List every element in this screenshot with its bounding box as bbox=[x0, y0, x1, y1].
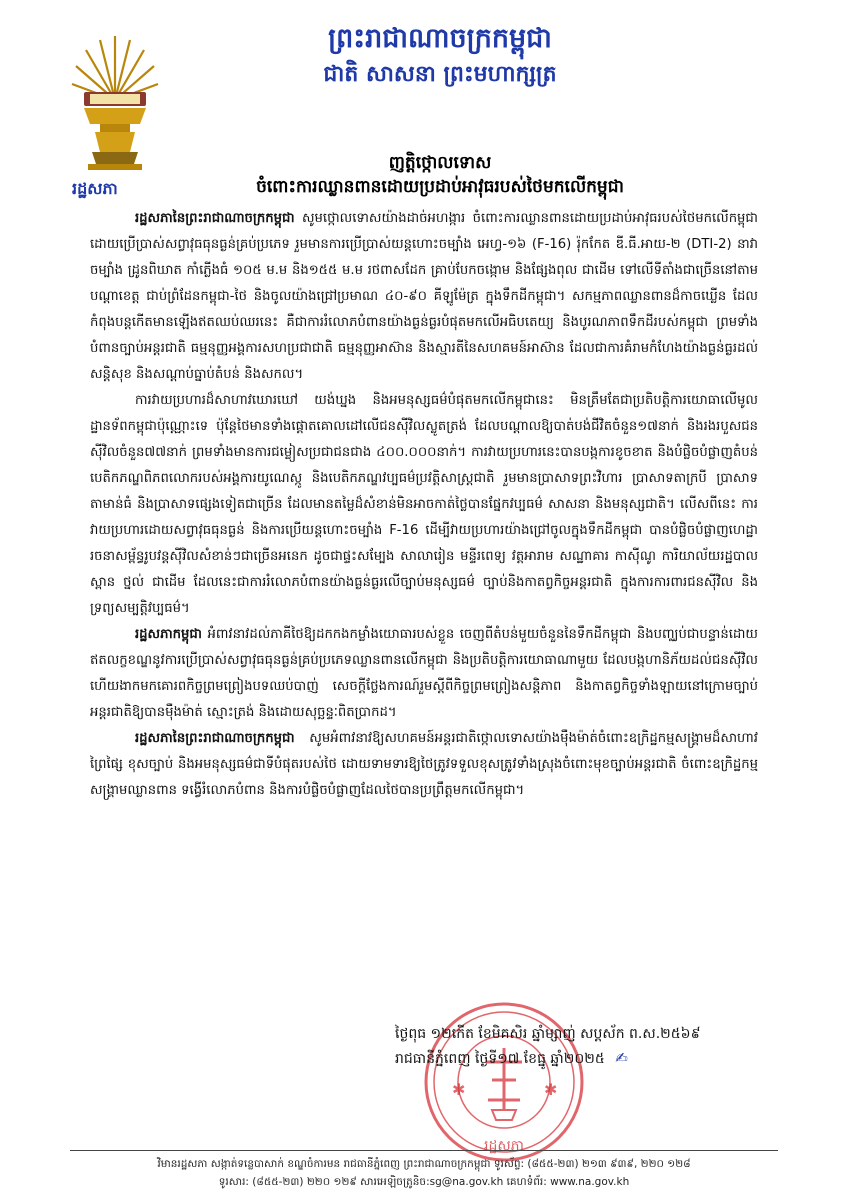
footer-divider bbox=[70, 1150, 778, 1151]
solar-date-line bbox=[395, 1046, 755, 1071]
stamp-label: រដ្ឋសភា bbox=[484, 1138, 524, 1154]
date-block bbox=[395, 1022, 755, 1071]
kingdom-title: ព្រះរាជាណាចក្រកម្ពុជា bbox=[328, 23, 552, 54]
emblem-label: រដ្ឋសភា bbox=[72, 179, 118, 198]
paragraph-2 bbox=[90, 388, 758, 622]
paragraph-3-lead: រដ្ឋសភាកម្ពុជា bbox=[135, 627, 202, 642]
paragraph-4-lead: រដ្ឋសភានៃព្រះរាជាណាចក្រកម្ពុជា bbox=[135, 731, 295, 746]
kingdom-motto: ជាតិ សាសនា ព្រះមហាក្សត្រ bbox=[323, 61, 557, 87]
footer-contact: ទូរសារ: (៨៥៥-២៣) ២២០ ១២៩ សារអេឡិចត្រូនិច:sg@na.gov.kh គេហទំព័រ: www.na.gov.kh bbox=[218, 1176, 630, 1188]
paragraph-1-text: សូមថ្កោលទោសយ៉ាងដាច់អហង្ការ ចំពោះការឈ្លានពានដោយប្រដាប់អាវុធរបស់ថៃមកលើកម្ពុជា ដោយប្រើប្រាស់សព្វាវុធធុនធ្ងន់គ្រប់ប្រភេទ រួមមានការប្រើប្រាស់យន្តហោះចម្បាំង អេហ្វ-១៦ (F-16) រ៉ុកកែត ឌី.ធី.អាយ-២ (DTI-2) នាវាចម្បាំង ដ្រូនពិឃាត កាំភ្លើងធំ ១០៥ ម.ម និង១៥៥ ម.ម រថពាសដែក គ្រាប់បែកចង្កោម និងផ្សែងពុល ជាដើម ទៅលើទីតាំងជាច្រើននៅតាមបណ្ដាខេត្ត ជាប់ព្រំដែនកម្ពុជា-ថៃ និងចូលយ៉ាងជ្រៅប្រមាណ ៤០-៩០ គីឡូម៉ែត្រ ក្នុងទឹកដីកម្ពុជា។ សកម្មភាពឈ្លានពានដ៏កាចឃ្លើន ដែលកំពុងបន្តកើតមានឡើងឥតឈប់ឈរនេះ គឺជាការរំលោភបំពានយ៉ាងធ្ងន់ធ្ងរបំផុតមកលើអធិបតេយ្យ និងបូរណភាពទឹកដីរបស់កម្ពុជា ព្រមទាំងបំពានច្បាប់អន្តរជាតិ ធម្មនុញ្ញអង្គការសហប្រជាជាតិ ធម្មនុញ្ញអាស៊ាន និងស្មារតីនៃសហគមន៍អាស៊ាន ដែលជាការគំរាមកំហែងយ៉ាងធ្ងន់ធ្ងរដល់សន្តិសុខ និងសណ្ដាប់ធ្នាប់តំបន់ និងសកល។ bbox=[90, 211, 758, 382]
signature-icon: ✍ bbox=[615, 1049, 628, 1067]
paragraph-3-text: អំពាវនាវដល់ភាគីថៃឱ្យដកកងកម្លាំងយោធារបស់ខ្លួន ចេញពីតំបន់មួយចំនួននៃទឹកដីកម្ពុជា និងបញ្ឈប់ជាបន្ទាន់ដោយឥតលក្ខខណ្ឌនូវការប្រើប្រាស់សព្វាវុធធុនធ្ងន់គ្រប់ប្រភេទឈ្លានពានលើកម្ពុជា និងប្រតិបត្តិការយោធាណាមួយ ដែលបង្កហានិភ័យដល់ជនស៊ីវិល ហើយងាកមកគោរពកិច្ចព្រមព្រៀងបទឈប់បាញ់ សេចក្ដីថ្លែងការណ៍រួមស្ដីពីកិច្ចព្រមព្រៀងសន្តិភាព និងកាតព្វកិច្ចទាំងឡាយនៅក្រោមច្បាប់អន្តរជាតិឱ្យបានម៉ឺងម៉ាត់ ស្មោះត្រង់ និងដោយសុច្ឆន្ទៈពិតប្រាកដ។ bbox=[90, 627, 758, 720]
paragraph-4 bbox=[90, 726, 758, 804]
statement-body bbox=[90, 206, 758, 804]
solar-date: រាជធានីភ្នំពេញ ថ្ងៃទី១៧ ខែធ្នូ ឆ្នាំ២០២៥ bbox=[395, 1051, 605, 1067]
paragraph-4-text: សូមអំពាវនាវឱ្យសហគមន៍អន្តរជាតិថ្កោលទោសយ៉ាងម៉ឺងម៉ាត់ចំពោះឧក្រិដ្ឋកម្មសង្គ្រាមដ៏សាហាវព្រៃផ្សៃ ខុសច្បាប់ និងអមនុស្សធម៌ជាទីបំផុតរបស់ថៃ ដោយទាមទារឱ្យថៃត្រូវទទួលខុសត្រូវទាំងស្រុងចំពោះមុខច្បាប់អន្តរជាតិ ចំពោះឧក្រិដ្ឋកម្មសង្គ្រាមឈ្លានពាន ទង្វើរំលោភបំពាន និងការបំផ្លិចបំផ្លាញដែលថៃបានប្រព្រឹត្តមកលើកម្ពុជា។ bbox=[90, 731, 758, 798]
paragraph-3 bbox=[90, 622, 758, 726]
paragraph-1-lead: រដ្ឋសភានៃព្រះរាជាណាចក្រកម្ពុជា bbox=[135, 211, 295, 226]
footer-address: វិមានរដ្ឋសភា សង្កាត់ទន្លេបាសាក់ ខណ្ឌចំការមន រាជធានីភ្នំពេញ ព្រះរាជាណាចក្រកម្ពុជា ទូរស័ព្ទ: (៨៥៥-២៣) ២១៣ ៩៣៩, ២២០ ១២៨ bbox=[157, 1158, 691, 1170]
paragraph-1 bbox=[90, 206, 758, 388]
lunar-date: ថ្ងៃពុធ ១២កើត ខែមិគសិរ ឆ្នាំម្សាញ់ សប្តស័ក ព.ស.២៥៦៩ bbox=[395, 1026, 701, 1042]
svg-text:✱: ✱ bbox=[452, 1080, 466, 1099]
paragraph-2-text: ការវាយប្រហារដ៏សាហាវឃោរឃៅ យង់ឃ្នង និងអមនុស្សធម៌បំផុតមកលើកម្ពុជានេះ មិនត្រឹមតែជាប្រតិបត្តិការយោធាលើមូលដ្ឋានទ័ពកម្ពុជាប៉ុណ្ណោះទេ ប៉ុន្តែថៃមានទាំងផ្ដោតគោលដៅលើជនស៊ីវិលស្លូតត្រង់ ដែលបណ្ដាលឱ្យបាត់បង់ជីវិតចំនួន១៧នាក់ និងរងរបួសជនស៊ីវិលចំនួន៧៧នាក់ ព្រមទាំងមានការជម្លៀសប្រជាជនជាង ៤០០.០០០នាក់។ ការវាយប្រហារនេះបានបង្កការខូចខាត និងបំផ្លិចបំផ្លាញតំបន់បេតិកភណ្ឌពិភពលោករបស់អង្គការយូណេស្កូ និងបេតិកភណ្ឌវប្បធម៌ប្រវត្តិសាស្ត្រជាតិ រួមមានប្រាសាទព្រះវិហារ ប្រាសាទតាក្របី ប្រាសាទតាមាន់ធំ និងប្រាសាទផ្សេងទៀតជាច្រើន ដែលមានតម្លៃដ៏សំខាន់មិនអាចកាត់ថ្លៃបានផ្នែកវប្បធម៌ សាសនា និងមនុស្សជាតិ។ លើសពីនេះ ការវាយប្រហារដោយសព្វាវុធធុនធ្ងន់ និងការប្រើយន្តហោះចម្បាំង F-16 ដើម្បីវាយប្រហារយ៉ាងជ្រៅចូលក្នុងទឹកដីកម្ពុជា បានបំផ្លិចបំផ្លាញហេដ្ឋារចនាសម្ព័ន្ធរូបវន្តស៊ីវិលសំខាន់ៗជាច្រើនអនេក ដូចជាផ្ទះសម្បែង សាលារៀន មន្ទីរពេទ្យ វត្តអារាម សណ្ឋាគារ កាស៊ីណូ ការិយាល័យរដ្ឋបាល ស្ពាន ថ្នល់ ជាដើម ដែលនេះជាការរំលោភបំពានយ៉ាងធ្ងន់ធ្ងរលើច្បាប់មនុស្សធម៌ ច្បាប់និងកាតព្វកិច្ចអន្តរជាតិ ក្នុងការការពារជនស៊ីវិល និងទ្រព្យសម្បត្តិវប្បធម៌។ bbox=[90, 393, 758, 616]
svg-text:✱: ✱ bbox=[544, 1080, 558, 1099]
document-subtitle: ចំពោះការឈ្លានពានដោយប្រដាប់អាវុធរបស់ថៃមកលើកម្ពុជា bbox=[256, 177, 624, 197]
document-title: ញត្តិថ្កោលទោស bbox=[388, 153, 492, 173]
